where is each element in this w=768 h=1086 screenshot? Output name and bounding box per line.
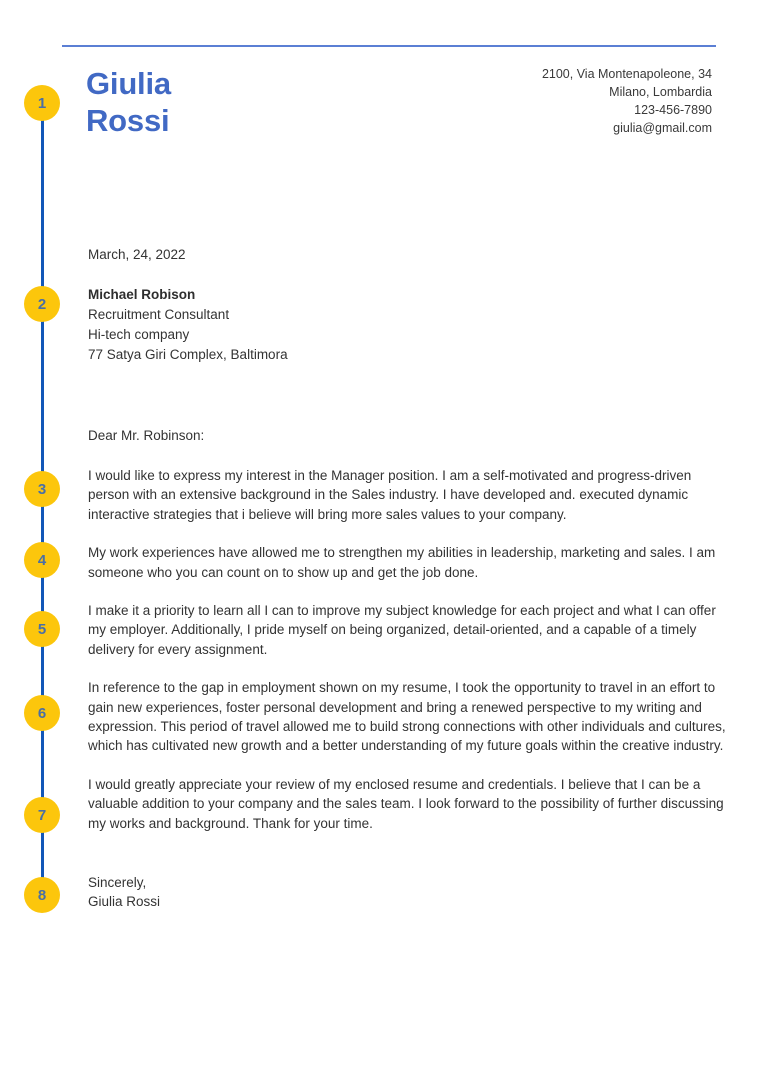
- recipient-company: Hi-tech company: [88, 327, 190, 342]
- recipient-address: 77 Satya Giri Complex, Baltimora: [88, 347, 288, 362]
- timeline-marker-8[interactable]: 8: [24, 877, 60, 913]
- timeline-marker-2[interactable]: 2: [24, 286, 60, 322]
- sender-name-line1: Giulia: [86, 66, 171, 101]
- timeline-marker-7[interactable]: 7: [24, 797, 60, 833]
- letter-date: March, 24, 2022: [88, 247, 186, 262]
- body-paragraph: I would greatly appreciate your review of my enclosed resume and credentials. I believe that I can be a valuable addition to your company and the sales team. I look forward to the possibility of further discussing my works and background. Thank for your time.: [88, 776, 724, 831]
- sender-email: giulia@gmail.com: [613, 121, 712, 135]
- timeline-marker-1[interactable]: 1: [24, 85, 60, 121]
- body-paragraph: I would like to express my interest in the Manager position. I am a self-motivated and progress-driven person with an extensive background in the Sales industry. I have developed and. executed dynamic interactive strategies that i believe will bring more sales values to your company.: [88, 468, 692, 522]
- body-paragraph: In reference to the gap in employment shown on my resume, I took the opportunity to travel in an effort to gain new experiences, foster personal development and bring a renewed perspective to my writing and expression. This period of travel allowed me to build strong connections with other individuals and cultures, which has cultivated new growth and a better understanding of my future goals within the creative industry.: [88, 680, 726, 754]
- signature-name: Giulia Rossi: [88, 894, 161, 910]
- timeline-marker-4[interactable]: 4: [24, 542, 60, 578]
- sender-name-line2: Rossi: [86, 102, 170, 138]
- sender-phone: 123-456-7890: [634, 103, 712, 117]
- timeline-marker-5[interactable]: 5: [24, 611, 60, 647]
- timeline-marker-3[interactable]: 3: [24, 471, 60, 507]
- header-divider-rule: [62, 45, 716, 47]
- letter-body: [88, 466, 734, 852]
- sender-name: [86, 66, 416, 139]
- body-paragraph: My work experiences have allowed me to strengthen my abilities in leadership, marketing and sales. I am someone who you can count on to show up and get the job done.: [88, 545, 716, 580]
- closing-text: Sincerely,: [88, 875, 147, 890]
- recipient-block: [88, 285, 288, 365]
- letter-salutation: Dear Mr. Robinson:: [88, 428, 205, 443]
- body-paragraph: I make it a priority to learn all I can to improve my subject knowledge for each project and what I can offer my employer. Additionally, I pride myself on being organized, detail-oriented, and a capable of a timely delivery for every assignment.: [88, 603, 716, 657]
- sender-contact-block: [382, 65, 712, 137]
- recipient-title: Recruitment Consultant: [88, 307, 230, 322]
- sender-address-street: 2100, Via Montenapoleone, 34: [541, 67, 712, 81]
- sender-address-city: Milano, Lombardia: [609, 85, 712, 99]
- timeline-marker-6[interactable]: 6: [24, 695, 60, 731]
- recipient-name: Michael Robison: [88, 287, 196, 302]
- letter-signoff: [88, 873, 160, 912]
